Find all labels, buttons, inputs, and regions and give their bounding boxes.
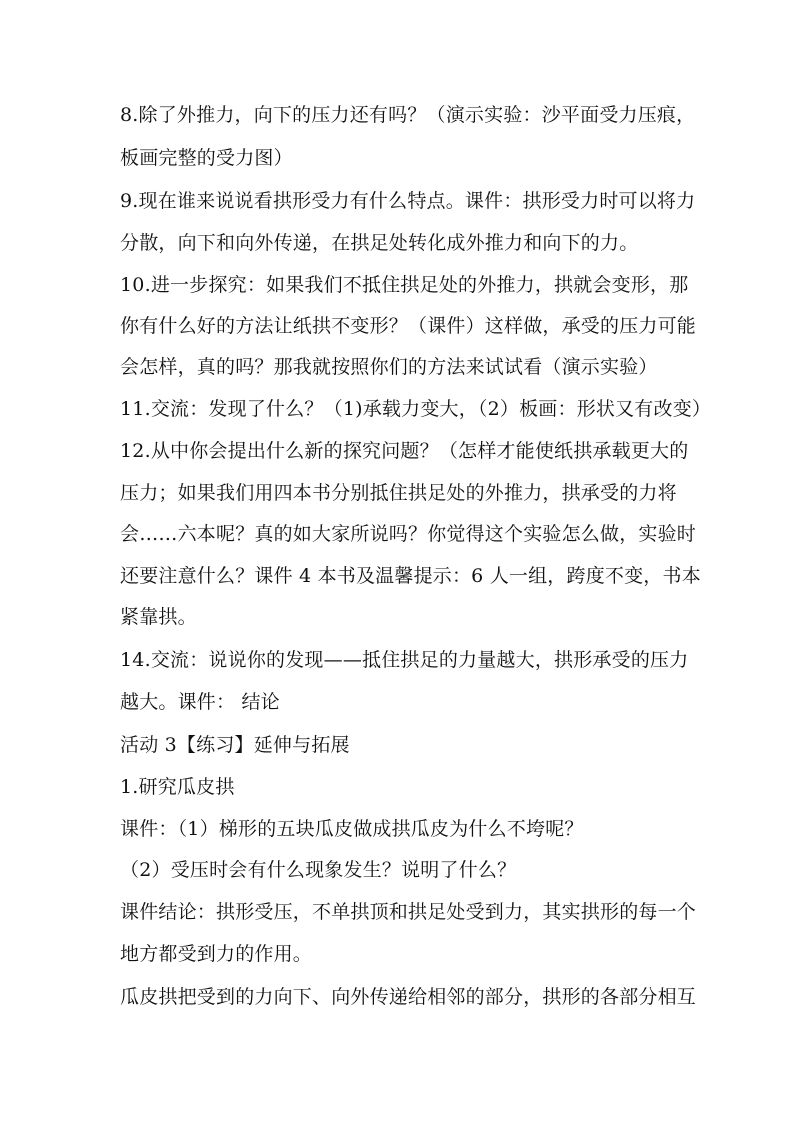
section-heading-activity-3: 活动 3【练习】延伸与拓展 <box>120 734 350 756</box>
text-line-final: 瓜皮拱把受到的力向下、向外传递给相邻的部分，拱形的各部分相互 <box>120 986 697 1008</box>
text-line-q14: 14.交流：说说你的发现——抵住拱足的力量越大，拱形承受的压力 <box>120 649 689 671</box>
text-line-q12-cont-2: 会……六本呢？真的如大家所说吗？你觉得这个实验怎么做，实验时 <box>120 523 697 545</box>
text-line-q12-cont-4: 紧靠拱。 <box>120 606 197 628</box>
text-line-q10: 10.进一步探究：如果我们不抵住拱足处的外推力，拱就会变形，那 <box>120 274 689 296</box>
text-line-q12: 12.从中你会提出什么新的探究问题？（怎样才能使纸拱承载更大的 <box>120 440 689 462</box>
text-line-item-1: 1.研究瓜皮拱 <box>120 776 235 798</box>
text-line-q10-cont-1: 你有什么好的方法让纸拱不变形？（课件）这样做，承受的压力可能 <box>120 315 697 337</box>
text-line-q10-cont-2: 会怎样，真的吗？那我就按照你们的方法来试试看（演示实验） <box>120 356 658 378</box>
text-line-conclusion: 课件结论：拱形受压，不单拱顶和拱足处受到力，其实拱形的每一个 <box>120 901 697 923</box>
text-line-q14-cont: 越大。课件： 结论 <box>120 691 280 713</box>
text-line-q8: 8.除了外推力，向下的压力还有吗？（演示实验：沙平面受力压痕， <box>120 104 696 126</box>
text-line-q12-cont-1: 压力；如果我们用四本书分别抵住拱足处的外推力，拱承受的力将 <box>120 482 677 504</box>
text-line-q9: 9.现在谁来说说看拱形受力有什么特点。课件：拱形受力时可以将力 <box>120 190 696 212</box>
text-line-q8-cont: 板画完整的受力图） <box>120 147 293 169</box>
text-line-q9-cont: 分散，向下和向外传递，在拱足处转化成外推力和向下的力。 <box>120 232 639 254</box>
text-line-courseware-q2: （2）受压时会有什么现象发生？说明了什么？ <box>120 859 517 881</box>
text-line-conclusion-cont: 地方都受到力的作用。 <box>120 943 313 965</box>
text-line-courseware-q1: 课件：（1）梯形的五块瓜皮做成拱瓜皮为什么不垮呢？ <box>120 818 584 840</box>
text-line-q12-cont-3: 还要注意什么？课件 4 本书及温馨提示：6 人一组，跨度不变，书本 <box>120 565 701 587</box>
text-line-q11: 11.交流：发现了什么？（1)承载力变大，（2）板画：形状又有改变） <box>120 398 712 420</box>
